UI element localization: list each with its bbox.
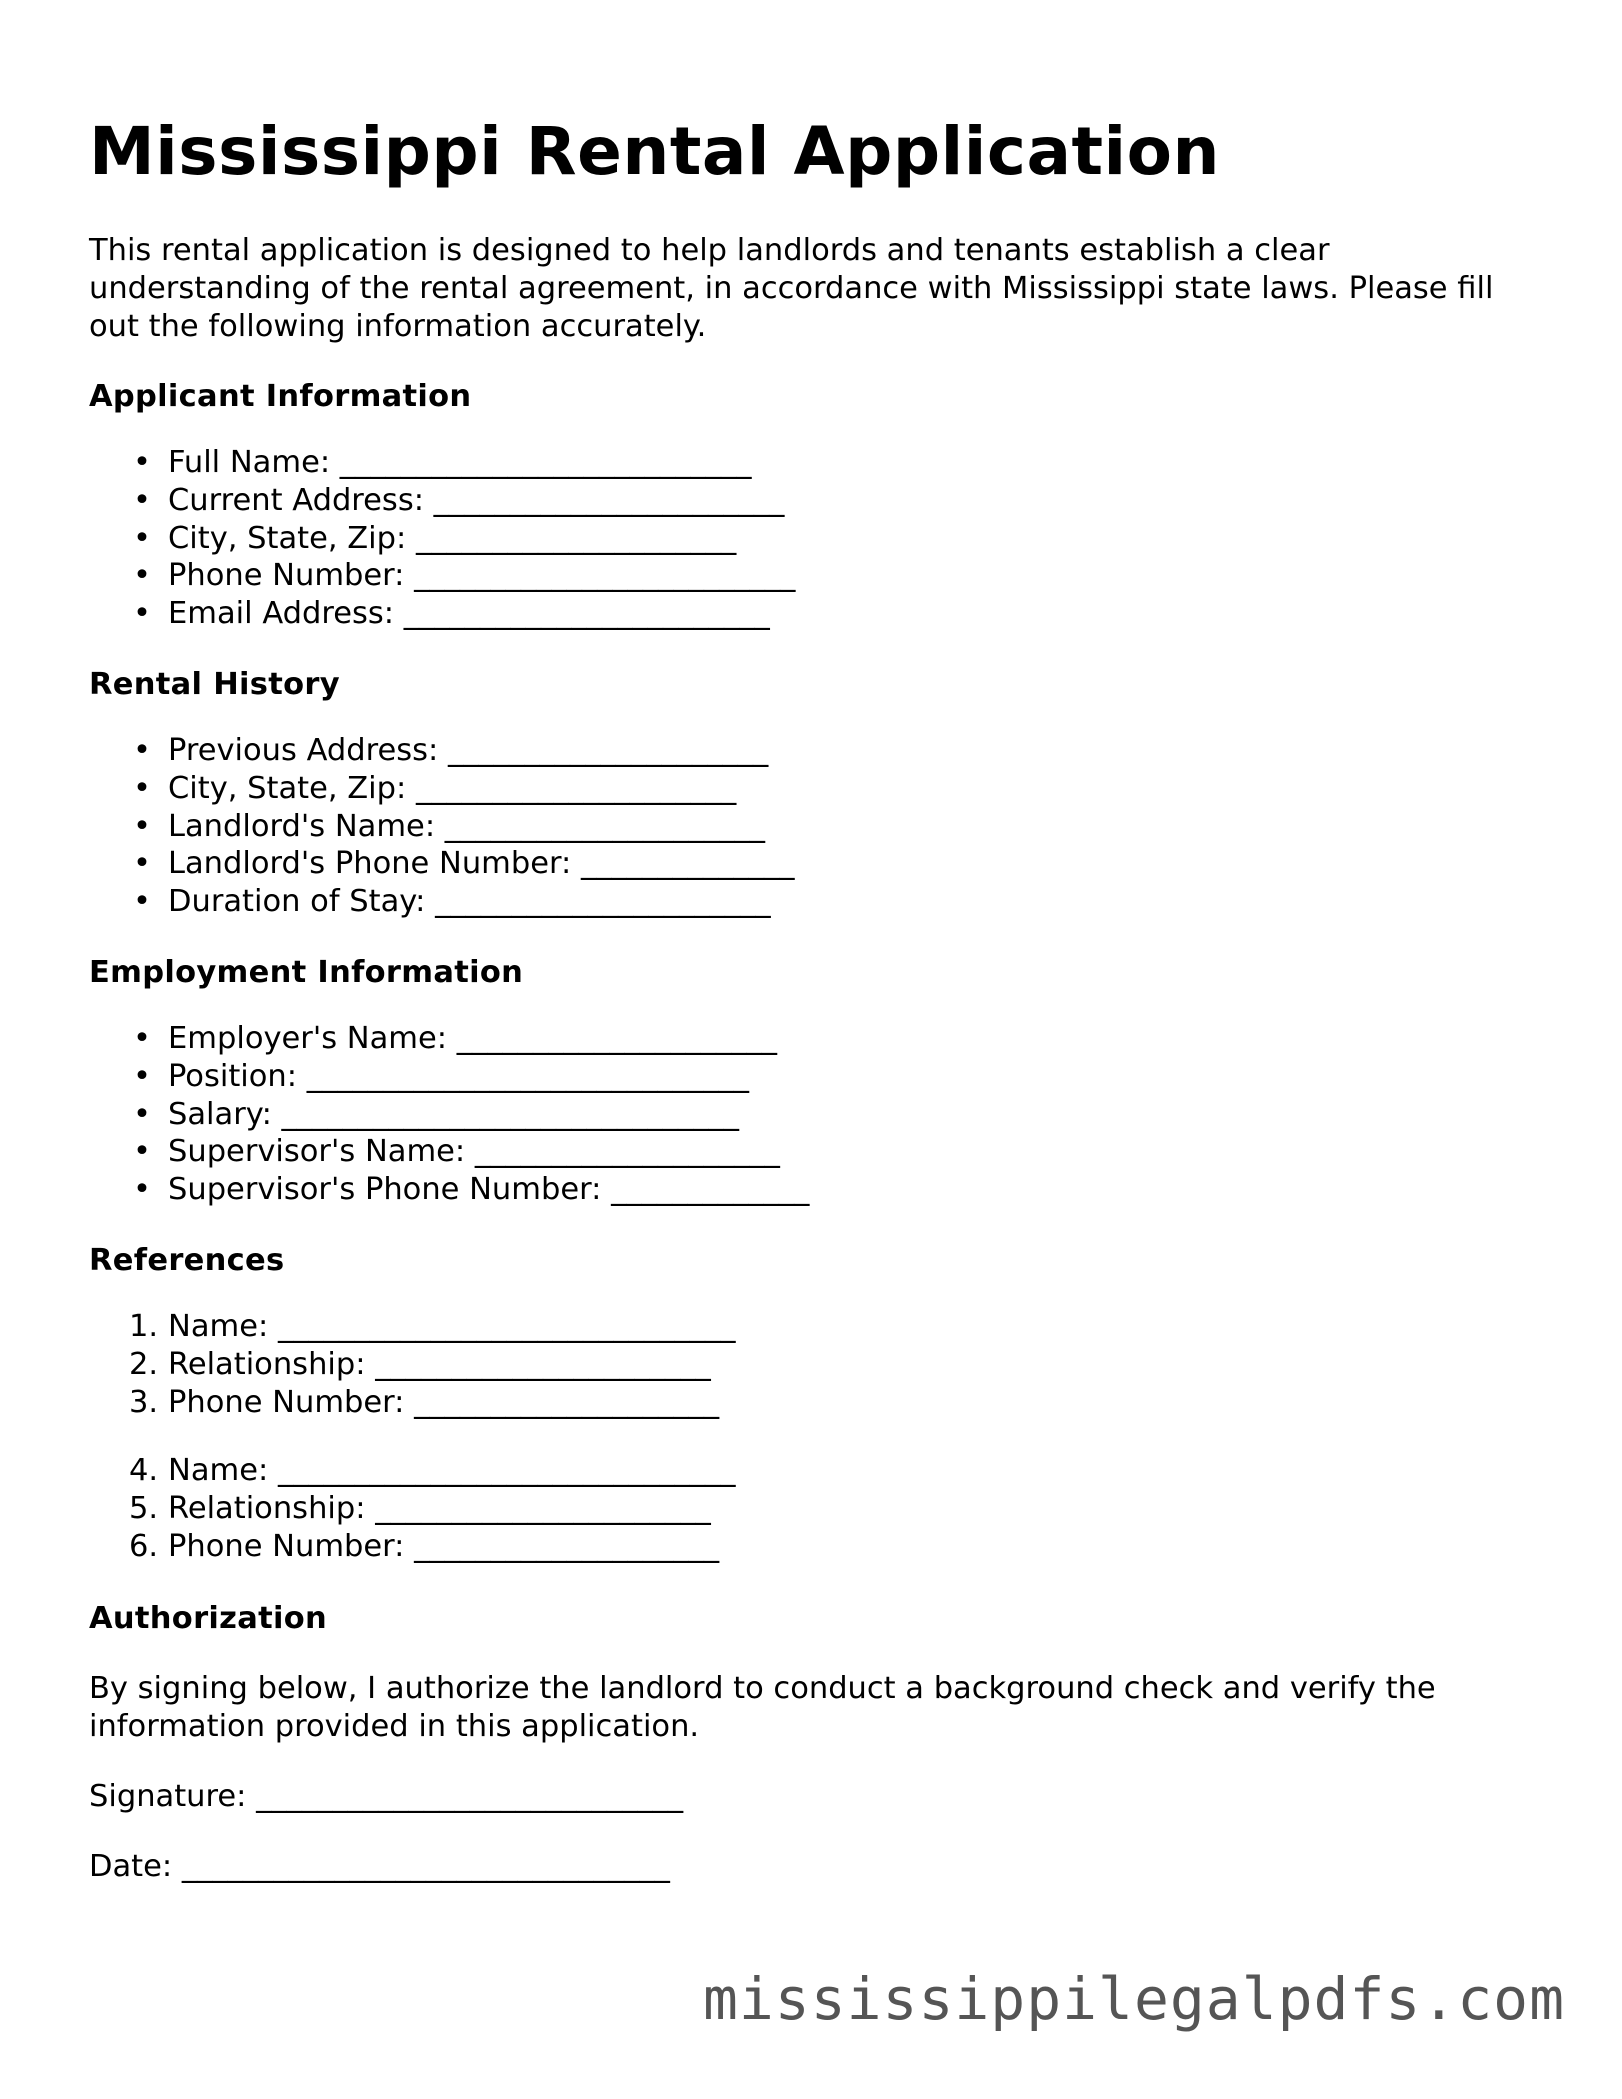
references-list-1 — [89, 1308, 735, 1421]
field-supervisor-phone[interactable]: • Supervisor's Phone Number: _____________ — [89, 1171, 809, 1209]
rental-history-heading: Rental History — [89, 667, 340, 702]
field-current-address[interactable]: • Current Address: _______________________ — [89, 482, 795, 520]
field-previous-city-state-zip[interactable]: • City, State, Zip: _____________________ — [89, 770, 794, 808]
references-heading: References — [89, 1243, 285, 1278]
field-full-name[interactable]: • Full Name: ___________________________ — [89, 444, 795, 482]
list-number: 1. — [129, 1309, 159, 1344]
intro-paragraph: This rental application is designed to help landlords and tenants establish a clear understanding of the rental agreement, in accordance with Mississippi state laws. Please fill out the following information accurately. — [89, 233, 1494, 344]
field-phone-number[interactable]: • Phone Number: _________________________ — [89, 557, 795, 595]
field-supervisor-name[interactable]: • Supervisor's Name: ____________________ — [89, 1133, 809, 1171]
field-signature[interactable]: Signature: ____________________________ — [89, 1779, 684, 1814]
list-number: 2. — [129, 1346, 159, 1382]
applicant-list — [89, 444, 795, 633]
page-title: Mississippi Rental Application — [89, 113, 1221, 190]
watermark: mississippilegalpdfs.com — [702, 1965, 1565, 2033]
list-number: 6. — [129, 1528, 159, 1564]
field-landlord-name[interactable]: • Landlord's Name: _____________________ — [89, 808, 794, 846]
list-number: 5. — [129, 1490, 159, 1526]
field-date[interactable]: Date: ________________________________ — [89, 1849, 670, 1884]
field-label: Relationship: ______________________ — [168, 1346, 711, 1382]
field-salary[interactable]: • Salary: ______________________________ — [89, 1096, 809, 1134]
field-duration-of-stay[interactable]: • Duration of Stay: ______________________ — [89, 883, 794, 921]
field-landlord-phone[interactable]: • Landlord's Phone Number: ______________ — [89, 845, 794, 883]
employment-heading: Employment Information — [89, 955, 524, 990]
field-reference-2-name[interactable] — [89, 1452, 735, 1490]
field-reference-2-phone[interactable] — [89, 1528, 735, 1566]
list-number: 4. — [129, 1453, 159, 1488]
authorization-text: By signing below, I authorize the landlord to conduct a background check and verify the information provided in this application. — [89, 1671, 1436, 1744]
field-label: Relationship: ______________________ — [168, 1490, 711, 1526]
field-email-address[interactable]: • Email Address: ________________________ — [89, 595, 795, 633]
field-label: Name: ______________________________ — [168, 1453, 736, 1488]
field-reference-1-relationship[interactable] — [89, 1346, 735, 1384]
field-employer-name[interactable]: • Employer's Name: _____________________ — [89, 1020, 809, 1058]
list-number: 3. — [129, 1384, 159, 1420]
field-position[interactable]: • Position: _____________________________ — [89, 1058, 809, 1096]
field-city-state-zip[interactable]: • City, State, Zip: _____________________ — [89, 520, 795, 558]
document-page — [89, 108, 1529, 1884]
field-label: Phone Number: ____________________ — [168, 1384, 720, 1420]
employment-list — [89, 1020, 809, 1209]
field-reference-1-name[interactable] — [89, 1308, 735, 1346]
rental-history-list — [89, 732, 794, 921]
field-reference-1-phone[interactable] — [89, 1384, 735, 1422]
field-reference-2-relationship[interactable] — [89, 1490, 735, 1528]
field-label: Phone Number: ____________________ — [168, 1528, 720, 1564]
field-previous-address[interactable]: • Previous Address: _____________________ — [89, 732, 794, 770]
references-list-2 — [89, 1452, 735, 1565]
authorization-heading: Authorization — [89, 1601, 327, 1636]
field-label: Name: ______________________________ — [168, 1309, 736, 1344]
applicant-heading: Applicant Information — [89, 379, 472, 414]
